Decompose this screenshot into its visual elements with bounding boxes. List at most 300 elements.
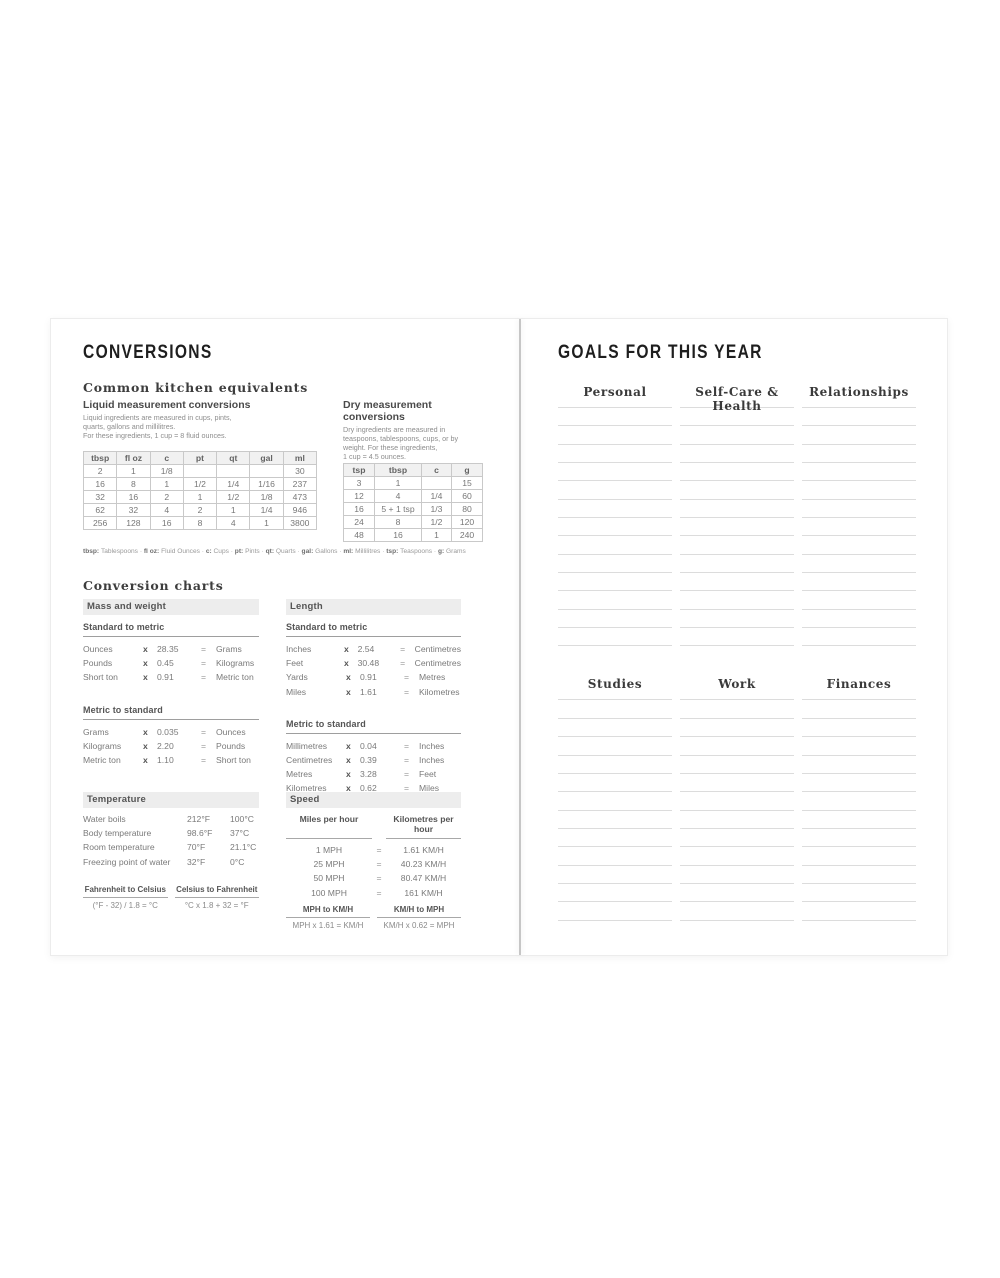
- table-cell: 946: [283, 504, 316, 517]
- dry-conversions-column: [343, 399, 483, 542]
- mph-value: 25 MPH: [313, 859, 345, 870]
- goal-line: [680, 463, 794, 481]
- conversion-label: Centimetres: [286, 755, 333, 766]
- conversion-group-heading: Metric to standard: [286, 716, 461, 734]
- conversion-result: Metric ton: [216, 672, 254, 683]
- kmh-value: 1.61 KM/H: [403, 845, 444, 856]
- conversion-factor: 1.10: [157, 755, 174, 766]
- goal-line: [802, 426, 916, 444]
- footnote-abbreviation: ml:: [343, 548, 356, 555]
- table-cell: 16: [344, 503, 375, 516]
- kmh-column-heading: Kilometres per hour: [386, 812, 461, 839]
- footnote-abbreviation: qt:: [265, 548, 276, 555]
- footnote-separator: ·: [432, 548, 438, 555]
- dry-measurement-table: [343, 463, 483, 542]
- conversion-label: Kilograms: [83, 740, 122, 751]
- multiply-symbol: x: [346, 755, 351, 766]
- formula-heading: Fahrenheit to Celsius: [83, 885, 168, 898]
- fahrenheit-value: 70°F: [187, 842, 206, 853]
- goal-line: [558, 847, 672, 865]
- goal-line: [558, 573, 672, 591]
- goal-line: [802, 792, 916, 810]
- conversion-row: [83, 656, 259, 670]
- table-row: [84, 491, 317, 504]
- goal-line: [558, 884, 672, 902]
- table-cell: 24: [344, 516, 375, 529]
- goal-line: [558, 518, 672, 536]
- goal-column-header: Self-Care & Health: [695, 385, 779, 413]
- formula-heading: MPH to KM/H: [286, 905, 370, 918]
- temperature-row: [83, 855, 259, 869]
- conversion-row: [286, 753, 461, 767]
- length-banner: Length: [286, 599, 461, 615]
- goal-column: [680, 677, 794, 920]
- goal-line: [680, 719, 794, 737]
- table-cell: 8: [117, 478, 150, 491]
- temperature-banner: Temperature: [83, 792, 259, 808]
- footnote-abbreviation: c:: [205, 548, 214, 555]
- goal-line: [558, 829, 672, 847]
- goal-line: [558, 737, 672, 755]
- footnote-term: Millilitres: [355, 548, 381, 555]
- table-row: [344, 477, 483, 490]
- goal-column-header: Relationships: [809, 385, 909, 399]
- dry-heading: Dry measurement conversions: [343, 399, 432, 423]
- table-cell: [250, 465, 283, 478]
- goal-line: [680, 481, 794, 499]
- table-cell: 8: [375, 516, 422, 529]
- charts-left-column: [83, 599, 259, 930]
- table-cell: 240: [452, 529, 483, 542]
- table-cell: 1: [250, 517, 283, 530]
- goal-line: [802, 518, 916, 536]
- conversion-label: Metres: [286, 769, 313, 780]
- conversion-label: Grams: [83, 726, 109, 737]
- column-header: ml: [283, 452, 316, 465]
- celsius-value: 100°C: [230, 814, 254, 825]
- temperature-label: Freezing point of water: [83, 856, 171, 867]
- goal-line: [680, 536, 794, 554]
- multiply-symbol: x: [346, 769, 351, 780]
- table-cell: 16: [150, 517, 183, 530]
- goal-line: [802, 774, 916, 792]
- conversion-factor: 0.39: [360, 755, 377, 766]
- table-row: [344, 516, 483, 529]
- conversion-label: Yards: [286, 672, 308, 683]
- goal-line: [802, 700, 916, 718]
- multiply-symbol: x: [143, 740, 148, 751]
- multiply-symbol: x: [143, 726, 148, 737]
- table-row: [84, 465, 317, 478]
- conversion-result: Ounces: [216, 726, 246, 737]
- fahrenheit-value: 212°F: [187, 814, 211, 825]
- table-cell: 1/4: [217, 478, 250, 491]
- formula-text: MPH x 1.61 = KM/H: [292, 920, 364, 930]
- goal-line: [680, 591, 794, 609]
- equals-symbol: =: [400, 658, 406, 669]
- goal-line: [802, 737, 916, 755]
- goal-line: [680, 792, 794, 810]
- footnote-separator: ·: [199, 548, 206, 555]
- mph-column-heading: Miles per hour: [286, 812, 372, 839]
- description-line: teaspoons, tablespoons, cups, or by: [343, 433, 459, 443]
- goal-line: [558, 719, 672, 737]
- conversion-label: Millimetres: [286, 740, 328, 751]
- column-header: gal: [250, 452, 283, 465]
- conversion-row: [286, 767, 461, 781]
- table-cell: 8: [183, 517, 216, 530]
- description-line: weight. For these ingredients,: [343, 442, 438, 452]
- goal-line: [680, 774, 794, 792]
- goal-line: [802, 591, 916, 609]
- goal-line: [558, 481, 672, 499]
- equals-symbol: =: [404, 769, 410, 780]
- goal-line: [558, 902, 672, 920]
- goal-line: [680, 628, 794, 646]
- description-line: Liquid ingredients are measured in cups, pints,: [83, 413, 232, 422]
- conversion-factor: 30.48: [357, 658, 380, 669]
- footnote-abbreviation: gal:: [301, 548, 316, 555]
- formula-text: (°F - 32) / 1.8 = °C: [92, 900, 158, 910]
- temperature-rows: [83, 812, 259, 869]
- footnote-term: Pints: [245, 548, 260, 555]
- goal-line: [680, 610, 794, 628]
- table-row: [344, 490, 483, 503]
- goal-line: [802, 500, 916, 518]
- conversion-result: Inches: [419, 740, 445, 751]
- table-cell: 256: [84, 517, 117, 530]
- goal-column: [802, 385, 916, 646]
- formula-heading: Celsius to Fahrenheit: [175, 885, 260, 898]
- footnote-separator: ·: [259, 548, 266, 555]
- goal-line: [680, 500, 794, 518]
- formula-text: KM/H x 0.62 = MPH: [383, 920, 455, 930]
- goal-line: [558, 536, 672, 554]
- temperature-row: [83, 812, 259, 826]
- formula-column: [83, 885, 168, 910]
- length-groups: [286, 619, 461, 796]
- conversion-result: Metres: [419, 672, 446, 683]
- footnote-term: Grams: [446, 548, 466, 555]
- formula-heading: KM/H to MPH: [377, 905, 461, 918]
- celsius-value: 0°C: [230, 856, 245, 867]
- conversion-label: Inches: [286, 644, 312, 655]
- abbreviations-footnote: [83, 548, 483, 555]
- formula-column: [286, 905, 370, 930]
- table-cell: 60: [452, 490, 483, 503]
- conversion-result: Grams: [216, 644, 242, 655]
- speed-row: [286, 871, 461, 885]
- goal-line: [802, 445, 916, 463]
- mass-weight-block: [83, 599, 259, 792]
- goal-line: [680, 426, 794, 444]
- goal-line: [680, 518, 794, 536]
- equals-symbol: =: [201, 658, 207, 669]
- mph-value: 100 MPH: [311, 887, 347, 898]
- conversion-row: [83, 642, 259, 656]
- table-cell: 4: [375, 490, 422, 503]
- multiply-symbol: x: [143, 672, 148, 683]
- conversion-charts-heading: Conversion charts: [83, 578, 224, 593]
- goal-line: [802, 536, 916, 554]
- conversion-factor: 0.91: [360, 672, 377, 683]
- goal-line: [558, 445, 672, 463]
- page-title-goals: GOALS FOR THIS YEAR: [558, 342, 763, 363]
- conversion-row: [83, 725, 259, 739]
- table-cell: 120: [452, 516, 483, 529]
- footnote-abbreviation: pt:: [234, 548, 246, 555]
- footnote-separator: ·: [380, 548, 387, 555]
- multiply-symbol: x: [143, 644, 148, 655]
- goal-column-header: Personal: [583, 385, 647, 399]
- table-cell: 1/8: [250, 491, 283, 504]
- equals-symbol: =: [376, 859, 382, 870]
- kitchen-columns: [83, 399, 483, 542]
- table-cell: 80: [452, 503, 483, 516]
- conversion-row: [286, 685, 461, 699]
- equals-symbol: =: [376, 845, 382, 856]
- goal-line: [680, 829, 794, 847]
- conversion-row: [286, 670, 461, 684]
- footnote-abbreviation: tsp:: [386, 548, 401, 555]
- goal-line: [802, 847, 916, 865]
- table-cell: 1/8: [150, 465, 183, 478]
- goal-line: [680, 811, 794, 829]
- dry-description: [343, 426, 483, 463]
- mass-weight-groups: [83, 619, 259, 767]
- table-row: [84, 504, 317, 517]
- formula-column: [175, 885, 260, 910]
- table-cell: 128: [117, 517, 150, 530]
- goal-line: [680, 700, 794, 718]
- conversion-row: [83, 739, 259, 753]
- speed-banner: Speed: [286, 792, 461, 808]
- table-cell: 16: [117, 491, 150, 504]
- goal-line: [802, 610, 916, 628]
- goal-line: [558, 756, 672, 774]
- celsius-value: 21.1°C: [230, 842, 257, 853]
- multiply-symbol: x: [346, 783, 351, 794]
- table-cell: 1: [217, 504, 250, 517]
- table-cell: [217, 465, 250, 478]
- table-cell: 32: [84, 491, 117, 504]
- footnote-separator: ·: [228, 548, 235, 555]
- multiply-symbol: x: [143, 755, 148, 766]
- conversion-label: Pounds: [83, 658, 113, 669]
- conversion-group: [83, 619, 259, 685]
- footnote-separator: ·: [137, 548, 144, 555]
- table-cell: 3800: [283, 517, 316, 530]
- equals-symbol: =: [201, 740, 207, 751]
- planner-spread: [50, 318, 948, 956]
- conversion-result: Short ton: [216, 755, 251, 766]
- goal-line: [802, 811, 916, 829]
- conversion-result: Centimetres: [414, 658, 461, 669]
- liquid-conversions-column: [83, 399, 317, 542]
- table-cell: 16: [84, 478, 117, 491]
- goal-line: [680, 866, 794, 884]
- conversion-group-heading: Standard to metric: [286, 619, 461, 637]
- multiply-symbol: x: [344, 644, 349, 655]
- conversion-row: [83, 670, 259, 684]
- mph-value: 1 MPH: [315, 845, 343, 856]
- equals-symbol: =: [404, 740, 410, 751]
- kmh-value: 161 KM/H: [404, 887, 443, 898]
- speed-row: [286, 843, 461, 857]
- conversion-label: Kilometres: [286, 783, 327, 794]
- temperature-formulas: [83, 885, 259, 910]
- conversion-factor: 0.62: [360, 783, 377, 794]
- liquid-heading: Liquid measurement conversions: [83, 399, 251, 411]
- conversion-factor: 0.04: [360, 740, 377, 751]
- multiply-symbol: x: [346, 672, 351, 683]
- column-header: c: [150, 452, 183, 465]
- goal-line: [802, 756, 916, 774]
- table-row: [84, 517, 317, 530]
- footnote-term: Quarts: [275, 548, 296, 555]
- conversion-row: [286, 739, 461, 753]
- conversion-row: [286, 642, 461, 656]
- goal-line: [680, 756, 794, 774]
- description-line: 1 cup = 4.5 ounces.: [343, 451, 406, 461]
- equals-symbol: =: [201, 726, 207, 737]
- equals-symbol: =: [404, 686, 410, 697]
- equals-symbol: =: [404, 755, 410, 766]
- goal-line: [558, 463, 672, 481]
- goal-line: [802, 463, 916, 481]
- table-header-row: [84, 452, 317, 465]
- multiply-symbol: x: [346, 686, 351, 697]
- conversion-label: Miles: [286, 686, 307, 697]
- goal-column: [802, 677, 916, 920]
- goal-line: [802, 481, 916, 499]
- conversion-charts-grid: [83, 599, 483, 930]
- table-cell: 1/2: [183, 478, 216, 491]
- column-header: tsp: [344, 464, 375, 477]
- column-header: g: [452, 464, 483, 477]
- conversion-result: Centimetres: [414, 644, 461, 655]
- column-header: qt: [217, 452, 250, 465]
- goal-column: [558, 677, 672, 920]
- conversion-result: Kilograms: [216, 658, 255, 669]
- table-cell: 1: [117, 465, 150, 478]
- goal-column-header: Finances: [826, 677, 892, 692]
- temperature-row: [83, 826, 259, 840]
- kmh-value: 80.47 KM/H: [400, 873, 447, 884]
- conversion-group: [83, 702, 259, 768]
- conversion-group-heading: Metric to standard: [83, 702, 259, 720]
- table-cell: 237: [283, 478, 316, 491]
- conversion-factor: 0.91: [157, 672, 174, 683]
- conversion-factor: 2.20: [157, 740, 174, 751]
- table-cell: 1: [422, 529, 452, 542]
- goal-column-header: Work: [718, 677, 756, 692]
- table-cell: 12: [344, 490, 375, 503]
- goal-line: [558, 700, 672, 718]
- kmh-value: 40.23 KM/H: [400, 859, 447, 870]
- table-cell: 32: [117, 504, 150, 517]
- table-cell: 1/4: [422, 490, 452, 503]
- conversion-result: Pounds: [216, 740, 246, 751]
- speed-rows: [286, 843, 461, 900]
- conversion-result: Miles: [419, 783, 440, 794]
- description-line: For these ingredients, 1 cup = 8 fluid ounces.: [83, 430, 227, 440]
- goals-section: [558, 677, 916, 920]
- conversion-group: [286, 716, 461, 796]
- footnote-term: Gallons: [315, 548, 338, 555]
- conversion-group: [286, 619, 461, 699]
- table-cell: 1/4: [250, 504, 283, 517]
- conversion-group-heading: Standard to metric: [83, 619, 259, 637]
- goal-line: [802, 573, 916, 591]
- goals-page: [521, 319, 947, 955]
- table-cell: 30: [283, 465, 316, 478]
- table-cell: 1: [150, 478, 183, 491]
- goal-line: [680, 884, 794, 902]
- equals-symbol: =: [404, 672, 410, 683]
- length-block: [286, 599, 461, 792]
- goal-line: [558, 610, 672, 628]
- speed-row: [286, 886, 461, 900]
- goal-line: [558, 774, 672, 792]
- footnote-abbreviation: tbsp:: [83, 548, 101, 555]
- goal-line: [558, 866, 672, 884]
- goal-line: [558, 408, 672, 426]
- goal-column-header: Studies: [587, 677, 643, 692]
- table-cell: 1/16: [250, 478, 283, 491]
- column-header: tbsp: [84, 452, 117, 465]
- table-cell: 2: [84, 465, 117, 478]
- column-header: tbsp: [375, 464, 422, 477]
- table-cell: 62: [84, 504, 117, 517]
- table-cell: 16: [375, 529, 422, 542]
- footnote-term: Tablespoons: [100, 548, 138, 555]
- table-cell: 5 + 1 tsp: [375, 503, 422, 516]
- page-title-conversions: CONVERSIONS: [83, 342, 213, 363]
- table-cell: 1/2: [422, 516, 452, 529]
- goals-sections: [558, 385, 916, 921]
- conversion-label: Metric ton: [83, 755, 121, 766]
- charts-right-column: [286, 599, 461, 930]
- goal-line: [802, 628, 916, 646]
- temperature-label: Body temperature: [83, 828, 152, 839]
- goal-line: [802, 884, 916, 902]
- mph-value: 50 MPH: [313, 873, 345, 884]
- conversion-result: Kilometres: [419, 686, 460, 697]
- goal-line: [680, 902, 794, 920]
- equals-symbol: =: [376, 873, 382, 884]
- table-cell: 1/3: [422, 503, 452, 516]
- speed-heading-gap: [372, 812, 386, 839]
- conversion-row: [83, 753, 259, 767]
- conversion-factor: 1.61: [360, 686, 377, 697]
- conversion-label: Feet: [286, 658, 304, 669]
- multiply-symbol: x: [143, 658, 148, 669]
- table-cell: [183, 465, 216, 478]
- column-header: pt: [183, 452, 216, 465]
- table-cell: [422, 477, 452, 490]
- goal-column: [558, 385, 672, 646]
- goal-line: [558, 591, 672, 609]
- mass-weight-banner: Mass and weight: [83, 599, 259, 615]
- table-cell: 48: [344, 529, 375, 542]
- goal-line: [802, 719, 916, 737]
- table-cell: 4: [150, 504, 183, 517]
- celsius-value: 37°C: [230, 828, 250, 839]
- speed-row: [286, 857, 461, 871]
- conversion-factor: 3.28: [360, 769, 377, 780]
- table-row: [344, 529, 483, 542]
